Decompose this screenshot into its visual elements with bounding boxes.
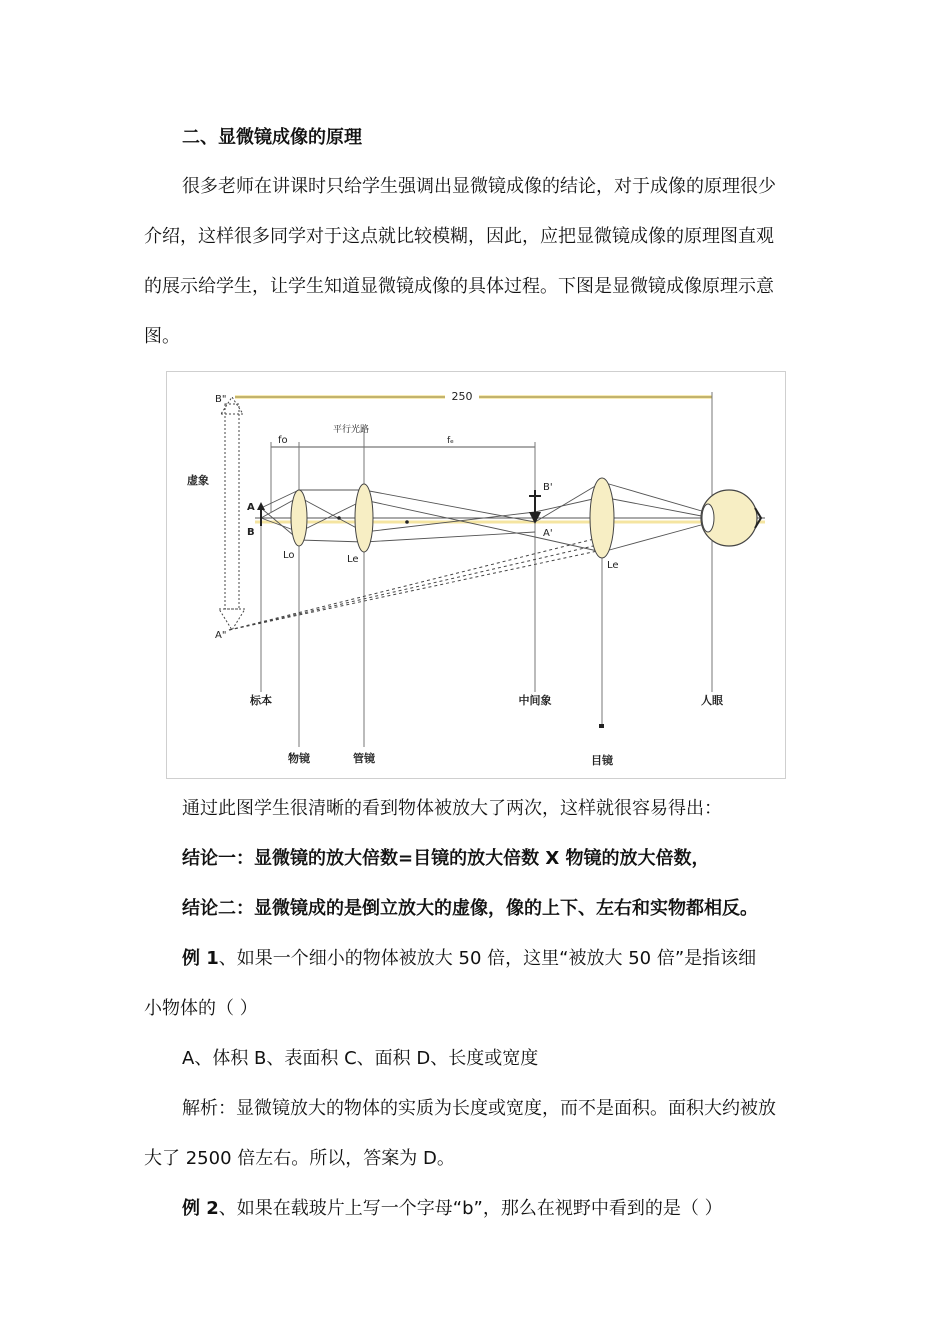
conclusion-2: 结论二：显微镜成的是倒立放大的虚像，像的上下、左右和实物都相反。 bbox=[182, 898, 758, 919]
example-1-analysis-2: 大了 2500 倍左右。所以，答案为 D。 bbox=[144, 1148, 455, 1169]
b-prime-label: B' bbox=[543, 482, 553, 493]
a-label: A bbox=[247, 502, 255, 513]
le2-label: Le bbox=[607, 560, 619, 571]
le1-label: Le bbox=[347, 554, 359, 565]
virtual-image-label: 虚象 bbox=[187, 474, 209, 487]
eyepiece-label: 目镜 bbox=[591, 754, 613, 767]
focal-point-2 bbox=[405, 520, 409, 524]
distance-label: 250 bbox=[451, 390, 473, 403]
conclusion-1: 结论一：显微镜的放大倍数=目镜的放大倍数 X 物镜的放大倍数， bbox=[182, 848, 710, 869]
example-1-line-2: 小物体的（ ） bbox=[144, 998, 258, 1019]
b-label: B bbox=[247, 527, 255, 538]
microscope-diagram bbox=[166, 371, 786, 779]
a-double-label: A" bbox=[215, 630, 227, 641]
human-eye-label: 人眼 bbox=[701, 694, 723, 707]
eyepiece-marker bbox=[599, 724, 604, 728]
fe-label: fₑ bbox=[447, 436, 454, 446]
example-2-line-1 bbox=[182, 1196, 846, 1222]
eye-lens bbox=[702, 504, 714, 532]
specimen-label: 标本 bbox=[250, 694, 272, 707]
parallel-path-label: 平行光路 bbox=[333, 425, 370, 435]
example-1-analysis-1: 解析：显微镜放大的物体的实质为长度或宽度，而不是面积。面积大约被放 bbox=[182, 1098, 776, 1119]
intro-line-3: 的展示给学生，让学生知道显微镜成像的具体过程。下图是显微镜成像原理示意 bbox=[144, 276, 774, 297]
b-double-label: B" bbox=[215, 394, 227, 405]
tube-lens-label: 管镜 bbox=[353, 752, 375, 765]
ray-bundle bbox=[261, 482, 757, 552]
specimen-arrowhead bbox=[257, 502, 265, 510]
example-1-options: A、体积 B、表面积 C、面积 D、长度或宽度 bbox=[182, 1048, 539, 1069]
section-heading: 二、显微镜成像的原理 bbox=[182, 127, 362, 148]
a-prime-label: A' bbox=[543, 528, 553, 539]
diagram-svg bbox=[167, 372, 785, 778]
example-1-line-1 bbox=[182, 946, 846, 972]
after-figure-text: 通过此图学生很清晰的看到物体被放大了两次，这样就很容易得出： bbox=[182, 798, 722, 819]
example-1-text: 、如果一个细小的物体被放大 50 倍，这里“被放大 50 倍”是指该细 bbox=[218, 948, 757, 969]
virtual-image-arrow bbox=[219, 397, 245, 630]
eyepiece-lens bbox=[590, 478, 614, 558]
fo-label: fo bbox=[278, 435, 288, 446]
lo-label: Lo bbox=[283, 550, 295, 561]
example-2-label: 例 2 bbox=[182, 1198, 219, 1219]
intro-line-1: 很多老师在讲课时只给学生强调出显微镜成像的结论，对于成像的原理很少 bbox=[182, 176, 776, 197]
intermediate-image-label: 中间象 bbox=[518, 694, 552, 707]
intro-line-2: 介绍，这样很多同学对于这点就比较模糊，因此，应把显微镜成像的原理图直观 bbox=[144, 226, 774, 247]
example-2-text: 、如果在载玻片上写一个字母“b”，那么在视野中看到的是（ ） bbox=[218, 1198, 723, 1219]
example-1-label: 例 1 bbox=[182, 948, 219, 969]
objective-label: 物镜 bbox=[288, 752, 310, 765]
tube-lens bbox=[355, 484, 373, 552]
intro-line-4: 图。 bbox=[144, 326, 180, 347]
focal-point-1 bbox=[337, 516, 341, 520]
objective-lens bbox=[291, 490, 307, 546]
